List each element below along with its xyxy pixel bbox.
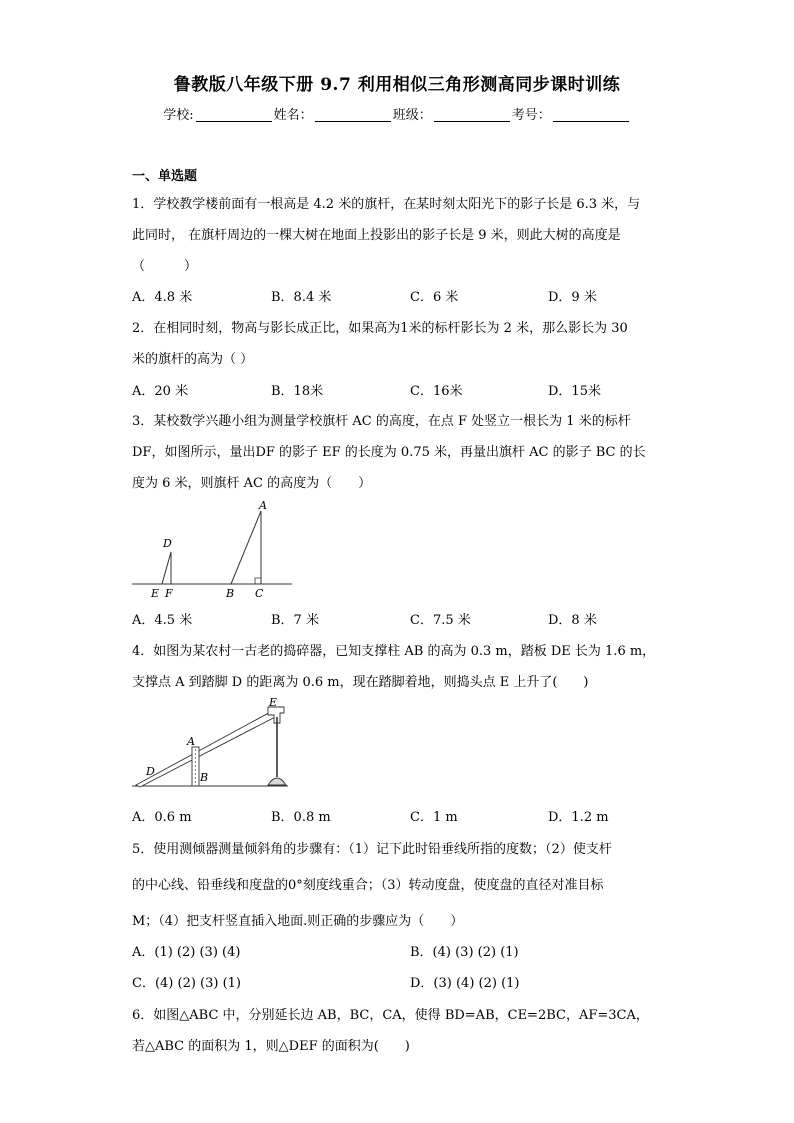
label-b: B	[200, 771, 209, 784]
q5-option-d[interactable]: D．(3) (4) (2) (1)	[410, 976, 520, 991]
q6-line-2: 若△ABC 的面积为 1，则△DEF 的面积为( )	[132, 1039, 410, 1054]
q4-line-1: 4．如图为某农村一古老的捣碎器，已知支撑柱 AB 的高为 0.3 m，踏板 DE 长为 1.6 m，	[132, 644, 656, 659]
q1-line-2: 此同时， 在旗杆周边的一棵大树在地面上投影出的影子长是 9 米，则此大树的高度是	[132, 228, 621, 243]
q1-option-d[interactable]: D．9 米	[548, 290, 597, 305]
section-heading: 一、单选题	[132, 169, 198, 184]
q2-line-2: 米的旗杆的高为（ ）	[132, 352, 254, 367]
q3-option-b[interactable]: B．7 米	[271, 613, 319, 628]
q5-line-1: 5．使用测倾器测量倾斜角的步骤有：（1）记下此时铅垂线所指的度数；（2）使支杆	[132, 842, 612, 857]
q4-line-2: 支撑点 A 到踏脚 D 的距离为 0.6 m，现在踏脚着地，则捣头点 E 上升了( )	[132, 675, 589, 690]
q5-option-a[interactable]: A．(1) (2) (3) (4)	[132, 945, 241, 960]
school-blank[interactable]	[196, 107, 272, 122]
q3-line-3: 度为 6 米，则旗杆 AC 的高度为（ ）	[132, 476, 372, 491]
flagpole-shadow-figure	[128, 495, 298, 603]
q2-option-b[interactable]: B．18米	[271, 384, 324, 399]
q1-line-1: 1．学校教学楼前面有一根高是 4.2 米的旗杆，在某时刻太阳光下的影子长是 6.3 米，与	[132, 197, 641, 212]
shadow-ray-ba	[231, 511, 261, 584]
label-e: E	[269, 697, 278, 709]
q1-option-c[interactable]: C．6 米	[410, 290, 459, 305]
class-label: 班级：	[392, 108, 432, 123]
q5-option-c[interactable]: C．(4) (2) (3) (1)	[132, 976, 242, 991]
student-info-line	[0, 104, 794, 123]
label-d: D	[146, 765, 155, 778]
pounder-figure	[128, 697, 298, 795]
q2-option-c[interactable]: C．16米	[410, 384, 463, 399]
q1-option-a[interactable]: A．4.8 米	[132, 290, 193, 305]
name-label: 姓名：	[273, 108, 313, 123]
label-a: A	[187, 735, 195, 748]
q2-option-a[interactable]: A．20 米	[132, 384, 189, 399]
right-angle-mark	[255, 578, 261, 584]
q5-line-2: 的中心线、铅垂线和度盘的0°刻度线重合；（3）转动度盘，使度盘的直径对准目标	[132, 878, 604, 893]
label-f: F	[165, 587, 173, 600]
q2-line-1: 2．在相同时刻，物高与影长成正比，如果高为1米的标杆影长为 2 米，那么影长为 30	[132, 321, 628, 336]
pounder-head	[268, 707, 284, 723]
label-b: B	[226, 587, 235, 600]
shadow-ray-ed	[162, 552, 171, 584]
q4-option-b[interactable]: B．0.8 m	[271, 810, 331, 825]
exam-number-label: 考号：	[511, 108, 551, 123]
mortar-base	[268, 778, 286, 785]
q4-option-a[interactable]: A．0.6 m	[132, 810, 192, 825]
q5-line-3: M；（4）把支杆竖直插入地面.则正确的步骤应为（ ）	[132, 914, 464, 929]
school-label: 学校:	[163, 108, 194, 123]
q4-option-d[interactable]: D．1.2 m	[548, 810, 609, 825]
label-c: C	[255, 587, 264, 600]
worksheet-title: 鲁教版八年级下册 9.7 利用相似三角形测高同步课时训练	[173, 75, 621, 95]
name-blank[interactable]	[315, 107, 391, 122]
q3-option-c[interactable]: C．7.5 米	[410, 613, 471, 628]
q1-option-b[interactable]: B．8.4 米	[271, 290, 332, 305]
q3-option-d[interactable]: D．8 米	[548, 613, 597, 628]
class-blank[interactable]	[434, 107, 510, 122]
q2-option-d[interactable]: D．15米	[548, 384, 601, 399]
label-a: A	[259, 499, 267, 512]
q1-line-3: （ ）	[132, 259, 198, 274]
label-e: E	[151, 587, 160, 600]
q3-option-a[interactable]: A．4.5 米	[132, 613, 193, 628]
q4-option-c[interactable]: C．1 m	[410, 810, 458, 825]
q3-line-1: 3．某校数学兴趣小组为测量学校旗杆 AC 的高度，在点 F 处竖立一根长为 1 米的标杆	[132, 414, 631, 429]
q6-line-1: 6．如图△ABC 中，分别延长边 AB，BC，CA，使得 BD=AB，CE=2BC，AF=3CA，	[132, 1008, 649, 1023]
exam-number-blank[interactable]	[553, 107, 629, 122]
label-d: D	[163, 537, 172, 550]
q3-line-2: DF，如图所示，量出DF 的影子 EF 的长度为 0.75 米，再量出旗杆 AC 的影子 BC 的长	[132, 445, 646, 460]
q5-option-b[interactable]: B．(4) (3) (2) (1)	[410, 945, 519, 960]
